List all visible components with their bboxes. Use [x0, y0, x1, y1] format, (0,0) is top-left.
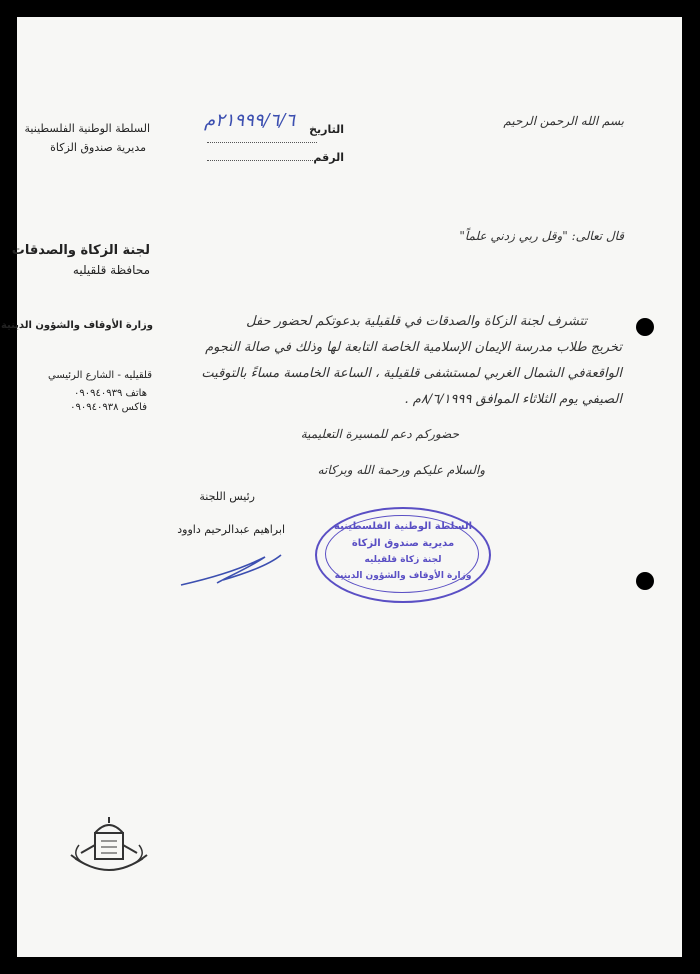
letter-page — [0, 17, 682, 957]
ministry-name: وزارة الأوقاف والشؤون الدينية — [0, 320, 153, 331]
signatory-name: ابراهيم عبدالرحيم داوود — [177, 523, 285, 536]
address-line: قلقيليه - الشارع الرئيسي — [48, 370, 152, 381]
ministry-logo-emblem — [65, 815, 153, 883]
punch-hole-top — [636, 318, 654, 336]
closing-line-2: والسلام عليكم ورحمة الله وبركاته — [317, 463, 485, 477]
body-line-2: تخريج طلاب مدرسة الإيمان الإسلامية الخاصة التابعة لها وذلك في صالة النجوم — [205, 340, 622, 355]
punch-hole-bottom — [636, 572, 654, 590]
date-value: ٢١٩٩٩/٦/٦م — [204, 110, 295, 131]
quran-quote: قال تعالى: "وقل ربي زدني علماً" — [459, 229, 624, 243]
committee-name: لجنة الزكاة والصدقات — [11, 243, 150, 258]
fax-line: فاكس ٠٩٠٩٤٠٩٣٨ — [70, 402, 147, 413]
directorate-name: مديرية صندوق الزكاة — [50, 141, 146, 154]
closing-line-1: حضوركم دعم للمسيرة التعليمية — [300, 427, 459, 441]
governorate-name: محافظة قلقيليه — [72, 263, 150, 277]
official-stamp: السلطة الوطنية الفلسطينية مديرية صندوق الزكاة لجنة زكاة قلقيليه وزارة الأوقاف والشؤون الدينية — [315, 507, 491, 603]
basmala: بسم الله الرحمن الرحيم — [503, 114, 624, 128]
authority-name: السلطة الوطنية الفلسطينية — [24, 122, 150, 135]
reference-label: الرقم — [313, 151, 344, 164]
signatory-title: رئيس اللجنة — [199, 490, 255, 503]
date-label: التاريخ — [309, 123, 344, 136]
phone-line: هاتف ٠٩٠٩٤٠٩٣٩ — [74, 388, 147, 399]
body-line-3: الواقعةفي الشمال الغربي لمستشفى قلقيلية ، الساعة الخامسة مساءً بالتوقيت — [201, 366, 622, 381]
signature-scribble — [177, 547, 287, 592]
body-line-1: تتشرف لجنة الزكاة والصدقات في قلقيلية بدعوتكم لحضور حفل — [246, 314, 587, 329]
body-line-4: الصيفي يوم الثلاثاء الموافق ٨/٦/١٩٩٩م . — [404, 392, 622, 407]
